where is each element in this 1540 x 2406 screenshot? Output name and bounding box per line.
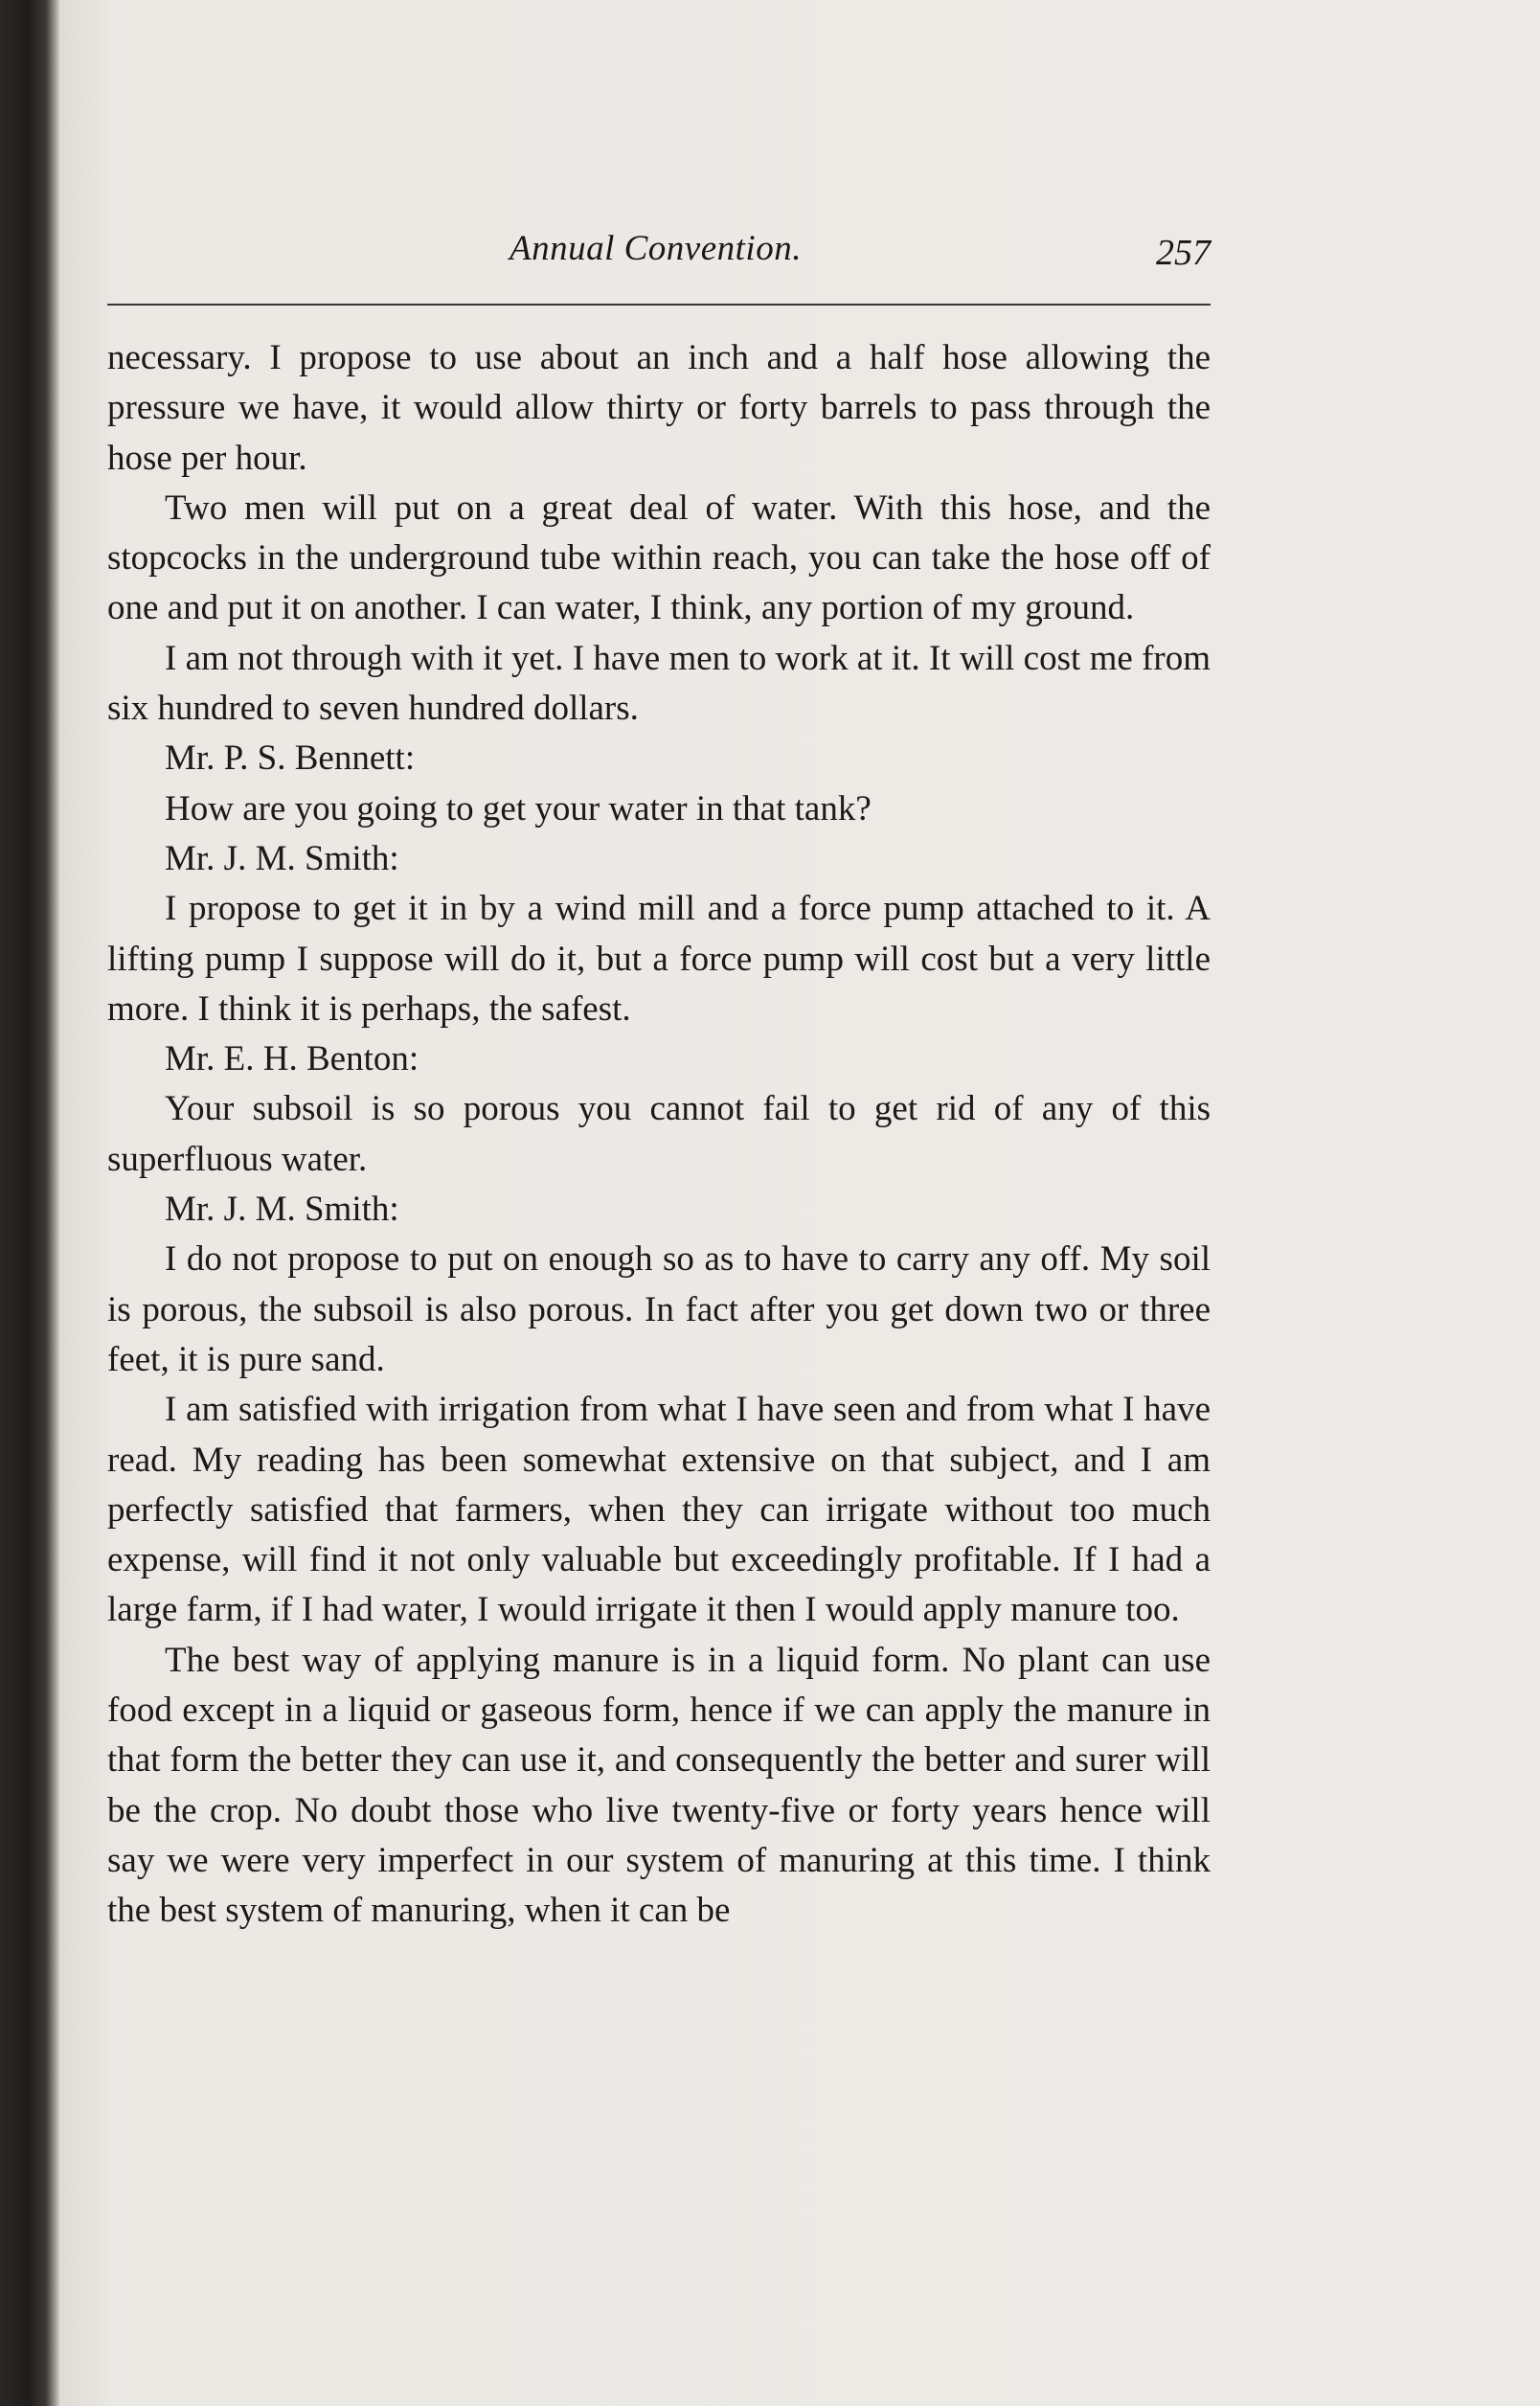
speaker-label: Mr. J. M. Smith: — [165, 1190, 399, 1230]
paragraph: How are you going to get your water in that tank? — [165, 788, 872, 828]
speaker-label: Mr. P. S. Bennett: — [165, 738, 416, 779]
paragraph: Two men will put on a great deal of water. With this hose, and the stopcocks in the underground tube within reach, you can take the hose off of one and put it on another. I can water, I think, any portion of my ground. — [107, 488, 1211, 628]
speaker-label: Mr. E. H. Benton: — [165, 1039, 419, 1079]
paragraph-continued: necessary. I propose to use about an inch and a half hose allowing the pressure we have, it would allow thirty or forty barrels to pass through the hose per hour. — [107, 338, 1211, 478]
body-text — [107, 333, 1211, 1937]
paragraph: Your subsoil is so porous you cannot fail to get rid of any of this superfluous water. — [107, 1089, 1211, 1179]
running-head — [107, 228, 1211, 295]
speaker-label: Mr. J. M. Smith: — [165, 838, 399, 878]
paragraph: I am not through with it yet. I have men to work at it. It will cost me from six hundred to seven hundred dollars. — [107, 638, 1211, 729]
book-binding-edge — [0, 0, 59, 2406]
paragraph: I propose to get it in by a wind mill and a force pump attached to it. A lifting pump I suppose will do it, but a force pump will cost but a very little more. I think it is perhaps, the safest. — [107, 889, 1211, 1029]
page-number: 257 — [1156, 233, 1211, 273]
paragraph: I am satisfied with irrigation from what I have seen and from what I have read. My reading has been somewhat extensive on that subject, and I am perfectly satisfied that farmers, when they can irrigate without too much expense, will find it not only valuable but exceedingly profitable. If I had a large farm, if I had water, I would irrigate it then I would apply manure too. — [107, 1390, 1211, 1630]
paragraph: I do not propose to put on enough so as to have to carry any off. My soil is porous, the subsoil is also porous. In fact after you get down two or three feet, it is pure sand. — [107, 1239, 1211, 1379]
running-title: Annual Convention. — [510, 229, 802, 268]
paragraph: The best way of applying manure is in a liquid form. No plant can use food except in a liquid or gaseous form, hence if we can apply the manure in that form the better they can use it, and consequently the better and surer will be the crop. No doubt those who live twenty-five or forty years hence will say we were very imperfect in our system of manuring at this time. I think the best system of manuring, when it can be — [107, 1640, 1211, 1931]
header-rule — [107, 304, 1211, 306]
